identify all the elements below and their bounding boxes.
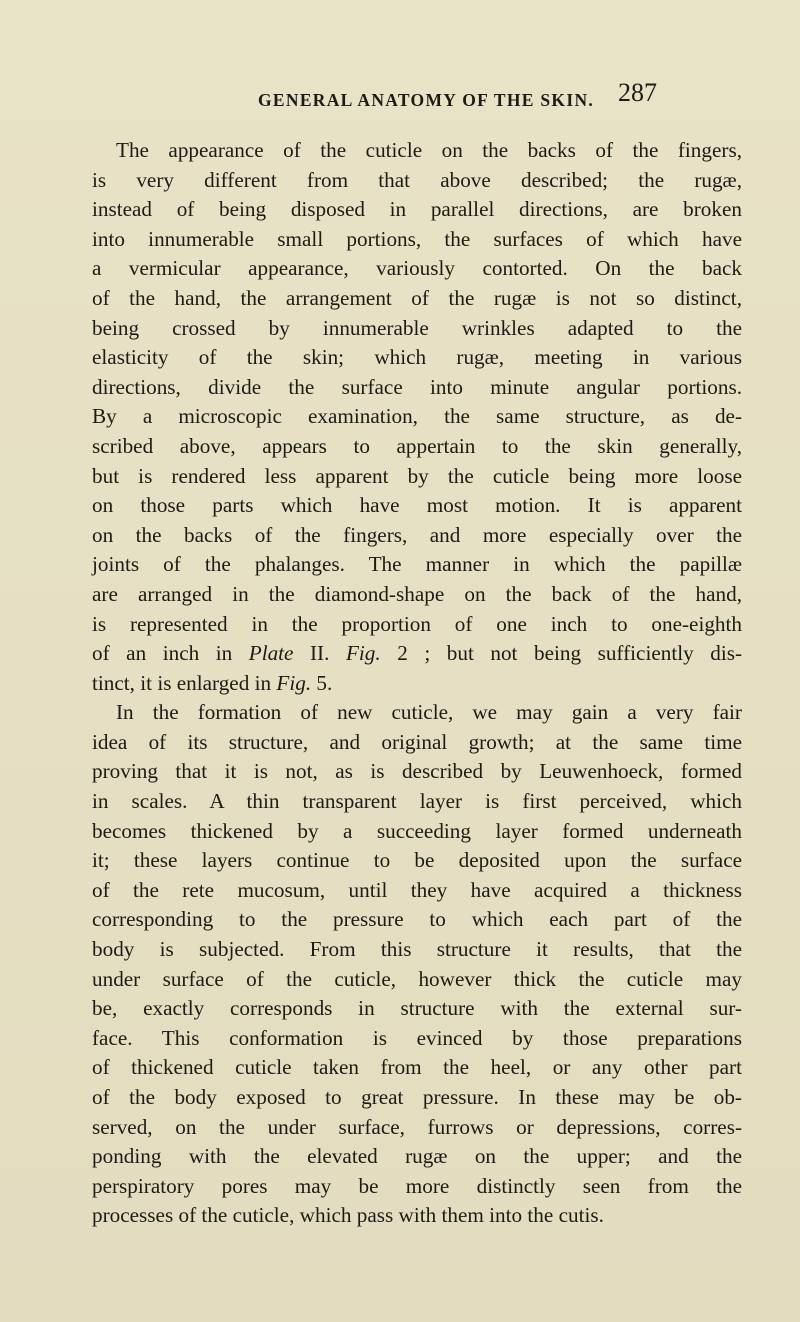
text-line: processes of the cuticle, which pass with them into the cutis. [92, 1203, 604, 1228]
text-line: is very different from that above described; the rugæ, [92, 167, 742, 192]
text-line: proving that it is not, as is described by Leuwenhoeck, formed [92, 759, 742, 784]
text-line: perspiratory pores may be more distinctly seen from the [92, 1173, 742, 1198]
text-line: be, exactly corresponds in structure with the external sur- [92, 996, 742, 1021]
text-line: a vermicular appearance, variously contorted. On the back [92, 256, 742, 281]
text-line: under surface of the cuticle, however thick the cuticle may [92, 966, 742, 991]
plate-label: Plate [248, 641, 294, 666]
text-line: scribed above, appears to appertain to the skin generally, [92, 433, 742, 458]
text-fragment: 5. [311, 670, 333, 695]
text-line: ponding with the elevated rugæ on the upper; and the [92, 1144, 742, 1169]
text-fragment: tinct, it is enlarged in [92, 670, 277, 695]
text-line: The appearance of the cuticle on the backs of the fingers, [116, 138, 742, 162]
text-line: on those parts which have most motion. It is apparent [92, 493, 742, 518]
text-line: In the formation of new cuticle, we may gain a very fair [116, 700, 742, 725]
text-line: in scales. A thin transparent layer is first perceived, which [92, 789, 742, 814]
text-line: elasticity of the skin; which rugæ, meeting in various [92, 345, 742, 370]
text-line: becomes thickened by a succeeding layer formed underneath [92, 818, 742, 843]
text-line: but is rendered less apparent by the cuticle being more loose [92, 463, 742, 488]
figure-label: Fig. [276, 670, 312, 695]
text-line: are arranged in the diamond-shape on the back of the hand, [92, 581, 742, 606]
page-header [0, 78, 800, 118]
text-line-figure-reference [92, 669, 742, 699]
text-line: instead of being disposed in parallel directions, are broken [92, 197, 742, 222]
text-line: idea of its structure, and original growth; at the same time [92, 729, 742, 754]
text-line: of the body exposed to great pressure. In these may be ob- [92, 1085, 742, 1109]
text-line: of the hand, the arrangement of the rugæ is not so distinct, [92, 285, 742, 310]
text-line: it; these layers continue to be deposited upon the surface [92, 848, 742, 873]
text-line: body is subjected. From this structure it results, that the [92, 937, 742, 962]
text-fragment: II. [293, 641, 346, 666]
page-number: 287 [618, 78, 657, 107]
text-line: By a microscopic examination, the same structure, as de- [92, 404, 742, 429]
text-line: directions, divide the surface into minute angular portions. [92, 374, 742, 399]
text-fragment: of an inch in [92, 641, 249, 666]
text-line: into innumerable small portions, the surfaces of which have [92, 226, 742, 251]
text-line: on the backs of the fingers, and more especially over the [92, 522, 742, 547]
text-line-plate-reference [92, 639, 742, 669]
figure-label: Fig. [345, 641, 381, 666]
text-line: joints of the phalanges. The manner in which the papillæ [92, 552, 742, 577]
text-line: served, on the under surface, furrows or depressions, corres- [92, 1114, 742, 1139]
text-fragment: 2 ; but not being sufficiently dis- [380, 641, 743, 666]
body-text [92, 136, 742, 1231]
text-line: of the rete mucosum, until they have acquired a thickness [92, 877, 742, 902]
text-line: being crossed by innumerable wrinkles adapted to the [92, 315, 742, 340]
text-line: is represented in the proportion of one inch to one-eighth [92, 611, 742, 636]
text-line: face. This conformation is evinced by those preparations [92, 1025, 742, 1050]
text-line: of thickened cuticle taken from the heel, or any other part [92, 1055, 742, 1080]
running-title: GENERAL ANATOMY OF THE SKIN. [258, 90, 595, 110]
text-line: corresponding to the pressure to which each part of the [92, 907, 742, 932]
